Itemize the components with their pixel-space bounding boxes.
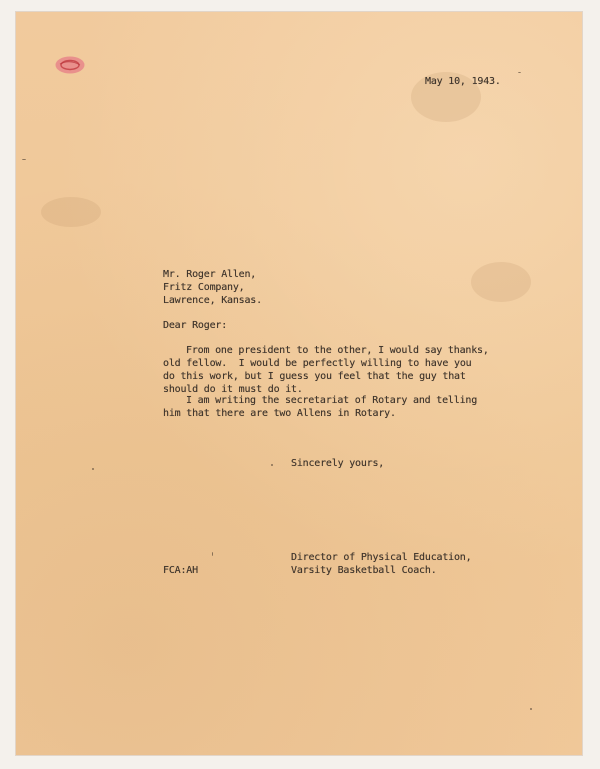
paper-speck [212,552,213,556]
paper-speck [22,159,26,160]
paper-stain [41,197,101,227]
letter-page [16,12,582,755]
closing: Sincerely yours, [291,458,385,469]
paper-speck [271,464,273,466]
recipient-company: Fritz Company, [163,282,245,293]
body-paragraph-1-line: should do it must do it. [163,384,303,395]
recipient-location: Lawrence, Kansas. [163,295,262,306]
body-paragraph-2-line: him that there are two Allens in Rotary. [163,408,396,419]
red-stamp-mark-icon [54,55,86,75]
signer-title-1: Director of Physical Education, [291,552,472,563]
typist-initials: FCA:AH [163,565,198,576]
body-paragraph-2-line: I am writing the secretariat of Rotary and telling [186,395,478,406]
recipient-name: Mr. Roger Allen, [163,269,257,280]
paper-speck [518,72,521,73]
paper-speck [92,468,94,470]
paper-stain [471,262,531,302]
paper-speck [530,708,532,710]
signer-title-2: Varsity Basketball Coach. [291,565,437,576]
letter-date: May 10, 1943. [425,76,501,87]
body-paragraph-1-line: old fellow. I would be perfectly willing to have you [163,358,472,369]
body-paragraph-1-line: do this work, but I guess you feel that the guy that [163,371,466,382]
body-paragraph-1-line: From one president to the other, I would say thanks, [186,345,489,356]
salutation: Dear Roger: [163,320,228,331]
